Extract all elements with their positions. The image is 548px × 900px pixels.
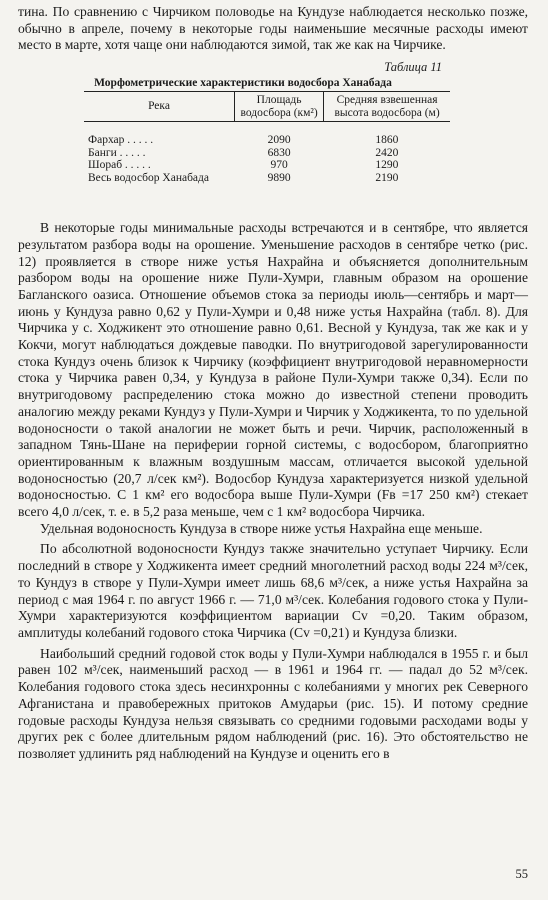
- table-row: [84, 172, 450, 185]
- cell-height: 2420: [375, 146, 399, 159]
- paragraph-4: По абсолютной водоносности Кундуз также значительно уступает Чирчику. Если последний в створе у Ходжикента имеет средний многолетний расход воды 224 м³/сек, то Кундуз в створе у Пули-Хумри имеет лишь 68,6 м³/сек, а ниже устья Нахрайна за период с мая 1964 г. по август 1966 г. — 71,0 м³/сек. Колебания годового стока у Пули-Хумри характеризуются коэффициентом вариации Cv =0,20. Таким образом, амплитуды колебаний годового стока Чирчика (Cv =0,21) и Кундуза близки.: [18, 541, 528, 640]
- paragraph-5: Наибольший средний годовой сток воды у Пули-Хумри наблюдался в 1955 г. и был равен 102 м³/сек, наименьший расход — в 1961 и 1964 гг. — падал до 52 м³/сек. Колебания годового стока здесь несинхронны с колебаниями у многих рек Северного Афганистана и правобережных притоков Амударьи (рис. 15). И потому средние годовые расходы Кундуза нельзя связывать со средними годовыми расходами воды у других рек с более длительным рядом наблюдений (рис. 16). Это обстоятельство не позволяет удлинить ряд наблюдений на Кундузе и оценить его в: [18, 645, 528, 761]
- cell-height: 1860: [375, 134, 399, 147]
- table-row: [84, 159, 450, 172]
- paragraph-2: В некоторые годы минимальные расходы встречаются и в сентябре, что является результатом разбора воды на орошение. Уменьшение расходов в сентябре четко (рис. 12) проявляется в створе ниже устья Нахрайна и объясняется дополнительным разбором воды на орошение ниже Пули-Хумри, главным образом на орошение Багланского оазиса. Отношение объемов стока за периоды июль—сентябрь и март—июнь у Кундуза равно 0,62 у Пули-Хумри и 0,48 ниже устья Нахрайна (табл. 8). Для Чирчика у с. Ходжикент это отношение равно 0,61. Весной у Кундуза, так же как и у Кокчи, могут наблюдаться дождевые паводки. По внутригодовой зарегулированности стока Кундуз очень близок к Чирчику (коэффициент внутригодовой неравномерности стока у Чирчика равен 0,34, у Кундуза в районе Пули-Хумри также 0,34). Если по внутригодовому распределению стока можно до известной степени проводить аналогию между реками Кундуз у Пули-Хумри и Чирчик у Ходжикента, то по удельной водоносности о такой аналогии не может быть и речи. Чирчик, расположенный в западном Тянь-Шане на периферии горной системы, с водосбором, благоприятно ориентированным к влажным воздушным массам, отличается высокой удельной водоносностью (20,7 л/сек км²). Водосбор Кундуза характеризуется низкой удельной водоносностью. С 1 км² его водосбора выше Пули-Хумри (Fв =17 250 км²) стекает всего 4,0 л/сек, т. е. в 5,2 раза меньше, чем с 1 км² водосбора Чирчика.: [18, 220, 528, 520]
- header-height: Средняя взвешенная высота водосбора (м): [324, 92, 450, 122]
- table-row: [84, 147, 450, 160]
- cell-area: 970: [270, 159, 288, 172]
- paragraph-1: тина. По сравнению с Чирчиком половодье на Кундузе наблюдается несколько позже, обычно в апреле, почему в некоторые годы наименьшие месячные расходы имеют место в марте, хотя чаще они наблюдаются зимой, так же как на Чирчике.: [18, 4, 528, 53]
- cell-height: 1290: [375, 159, 399, 172]
- cell-area: 2090: [267, 134, 291, 147]
- header-river: Река: [84, 92, 235, 122]
- header-area: Площадь водосбора (км²): [235, 92, 324, 122]
- cell-height: 2190: [375, 171, 399, 184]
- table-header-row: [84, 92, 450, 122]
- table-caption: Морфометрические характеристики водосбора Ханабада: [94, 77, 392, 90]
- cell-river: Шораб . . . . .: [88, 159, 151, 172]
- morphometric-table: [84, 91, 450, 184]
- cell-area: 6830: [267, 146, 291, 159]
- table-number: Таблица 11: [384, 60, 442, 75]
- paragraph-3: Удельная водоносность Кундуза в створе ниже устья Нахрайна еще меньше.: [40, 520, 483, 536]
- cell-river: Фархар . . . . .: [88, 134, 154, 147]
- page-body: [18, 4, 528, 763]
- cell-river: Весь водосбор Ханабада: [88, 171, 209, 184]
- table-row: [84, 122, 450, 147]
- cell-area: 9890: [267, 171, 291, 184]
- cell-river: Банги . . . . .: [88, 146, 146, 159]
- page-number: 55: [515, 867, 528, 881]
